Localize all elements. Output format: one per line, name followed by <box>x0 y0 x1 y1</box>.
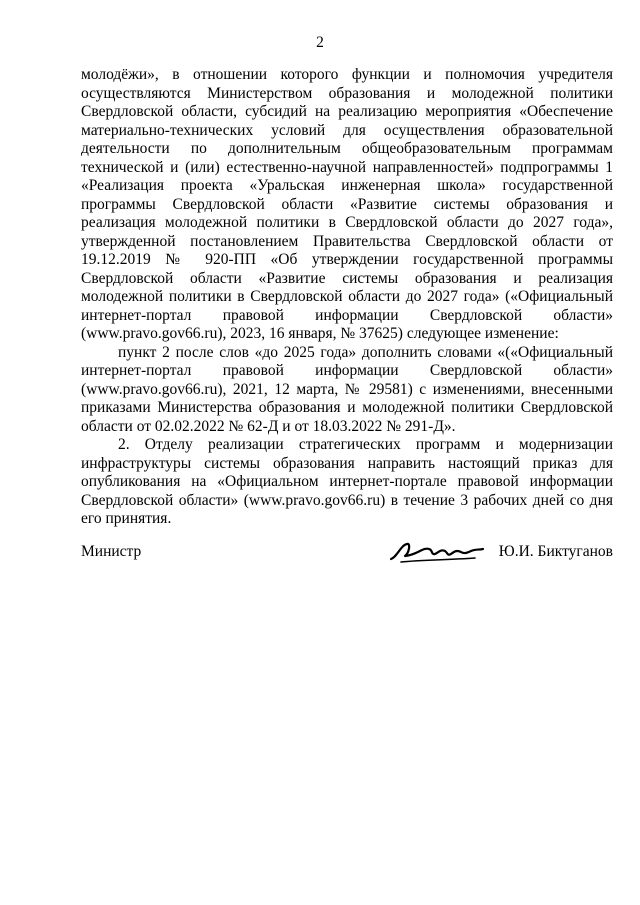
paragraph-publication-order: 2. Отделу реализации стратегических программ и модернизации инфраструктуры системы образования направить настоящий приказ для опубликования на «Официальном интернет-портале правовой информации Свердловской области» (www.pravo.gov66.ru) в течение 3 рабочих дней со дня его принятия. <box>81 436 613 527</box>
paragraph-continuation: молодёжи», в отношении которого функции и полномочия учредителя осуществляются Министерством образования и молодежной политики Свердловской области, субсидий на реализацию мероприятия «Обеспечение материально-технических условий для осуществления образовательной деятельности по дополнительным общеобразовательным программам технической и (или) естественно-научной направленностей» подпрограммы 1 «Реализация проекта «Уральская инженерная школа» государственной программы Свердловской области «Развитие системы образования и реализация молодежной политики в Свердловской области до 2027 года», утвержденной постановлением Правительства Свердловской области от 19.12.2019 № 920-ПП «Об утверждении государственной программы Свердловской области «Развитие системы образования и реализация молодежной политики в Свердловской области до 2027 года» («Официальный интернет-портал правовой информации Свердловской области» (www.pravo.gov66.ru), 2023, 16 января, № 37625) следующее изменение: <box>81 66 613 342</box>
signer-position: Министр <box>81 543 142 560</box>
page-number: 2 <box>316 34 324 51</box>
handwritten-signature <box>387 535 487 565</box>
paragraph-amendment-point: пункт 2 после слов «до 2025 года» дополнить словами «(«Официальный интернет-портал правовой информации Свердловской области» (www.pravo.gov66.ru), 2021, 12 марта, № 29581) с изменениями, внесенными приказами Министерства образования и молодежной политики Свердловской области от 02.02.2022 № 62-Д и от 18.03.2022 № 291-Д». <box>81 343 613 435</box>
signature-block <box>81 543 613 567</box>
signer-name: Ю.И. Биктуганов <box>498 543 613 560</box>
document-body <box>81 66 613 529</box>
